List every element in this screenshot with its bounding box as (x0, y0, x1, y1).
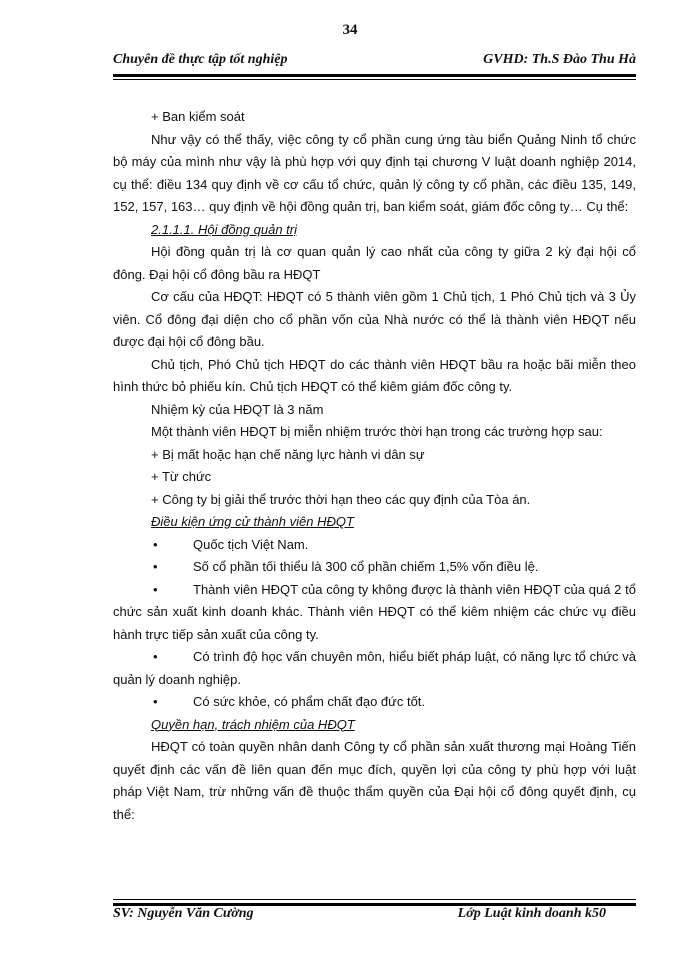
section-heading-hdqt: 2.1.1.1. Hội đồng quản trị (151, 221, 297, 237)
list-item-dismissal-2: + Từ chức (151, 469, 212, 484)
paragraph-powers: HĐQT có toàn quyền nhân danh Công ty cổ phần sản xuất thương mại Hoàng Tiến quyết định các vấn đề liên quan đến mục đích, quyền lợi của công ty phù hợp với luật pháp Việt Nam, trừ những vấn đề thuộc thẩm quyền của Đại hội cổ đông quyết định, cụ thể: (113, 739, 636, 822)
page-number: 34 (342, 22, 358, 38)
paragraph-hdqt-definition: Hội đồng quản trị là cơ quan quản lý cao nhất của công ty giữa 2 kỳ đại hội cổ đông. Đại hội cổ đông bầu ra HĐQT (113, 244, 636, 282)
bullet-text: Có sức khỏe, có phẩm chất đạo đức tốt. (193, 694, 426, 709)
bullet-icon: • (153, 536, 158, 552)
footer-class: Lớp Luật kinh doanh k50 (457, 906, 606, 921)
header-title: Chuyên đề thực tập tốt nghiệp (113, 52, 288, 67)
bullet-icon: • (153, 581, 158, 597)
bullet-item (113, 534, 636, 557)
page-body (113, 106, 636, 826)
subheading-powers: Quyền hạn, trách nhiệm của HĐQT (151, 716, 355, 732)
paragraph-intro: Như vậy có thể thấy, việc công ty cổ phần cung ứng tàu biển Quảng Ninh tổ chức bộ máy của mình như vậy là phù hợp với quy định tại chương V luật doanh nghiệp 2014, cụ thể: điều 134 quy định về cơ cấu tổ chức, quản lý công ty cổ phần, các điều 135, 149, 152, 157, 163… quy định về hội đồng quản trị, ban kiểm soát, giám đốc công ty… Cụ thể: (113, 131, 636, 214)
page-header (113, 52, 636, 72)
list-item-dismissal-3: + Công ty bị giải thể trước thời hạn theo các quy định của Tòa án. (151, 491, 531, 507)
header-supervisor: GVHD: Th.S Đào Thu Hà (483, 52, 636, 67)
bullet-text: Số cổ phần tối thiểu là 300 cổ phần chiếm 1,5% vốn điều lệ. (193, 559, 539, 574)
header-rule-thin (113, 79, 636, 80)
paragraph-dismissal: Một thành viên HĐQT bị miễn nhiệm trước thời hạn trong các trường hợp sau: (151, 424, 603, 439)
paragraph-chairman-election: Chủ tịch, Phó Chủ tịch HĐQT do các thành viên HĐQT bầu ra hoặc bãi miễn theo hình thức bỏ phiếu kín. Chủ tịch HĐQT có thể kiêm giám đốc công ty. (113, 356, 636, 394)
bullet-icon: • (153, 559, 158, 574)
footer-student: SV: Nguyễn Văn Cường (113, 906, 254, 921)
paragraph-hdqt-structure: Cơ cấu của HĐQT: HĐQT có 5 thành viên gồm 1 Chủ tịch, 1 Phó Chủ tịch và 3 Ủy viên. Cổ đông đại diện cho cổ phần vốn của Nhà nước có thể là thành viên HĐQT nếu được đại hội cổ đông bầu. (113, 289, 636, 349)
bullet-text: Quốc tịch Việt Nam. (193, 536, 309, 552)
bullet-text: Có trình độ học vấn chuyên môn, hiểu biết pháp luật, có năng lực tổ chức và quản lý doanh nghiệp. (113, 649, 636, 687)
paragraph-term: Nhiệm kỳ của HĐQT là 3 năm (151, 401, 324, 417)
bullet-item (113, 579, 636, 647)
bullet-item (113, 556, 636, 579)
bullet-icon: • (153, 649, 158, 664)
bullet-item (113, 646, 636, 691)
paragraph-ban-kiem-soat: + Ban kiểm soát (151, 109, 245, 124)
subheading-eligibility: Điều kiện ứng cử thành viên HĐQT (151, 514, 354, 529)
list-item-dismissal-1: + Bị mất hoặc hạn chế năng lực hành vi dân sự (151, 446, 425, 462)
bullet-icon: • (153, 694, 158, 709)
page-footer (113, 906, 636, 926)
footer-rule-thin (113, 899, 636, 900)
bullet-text: Thành viên HĐQT của công ty không được là thành viên HĐQT của quá 2 tổ chức sản xuất kinh doanh khác. Thành viên HĐQT có thể kiêm nhiệm các chức vụ điều hành trực tiếp sản xuất của công ty. (113, 581, 636, 642)
bullet-item (113, 691, 636, 714)
header-rule-thick (113, 74, 636, 77)
